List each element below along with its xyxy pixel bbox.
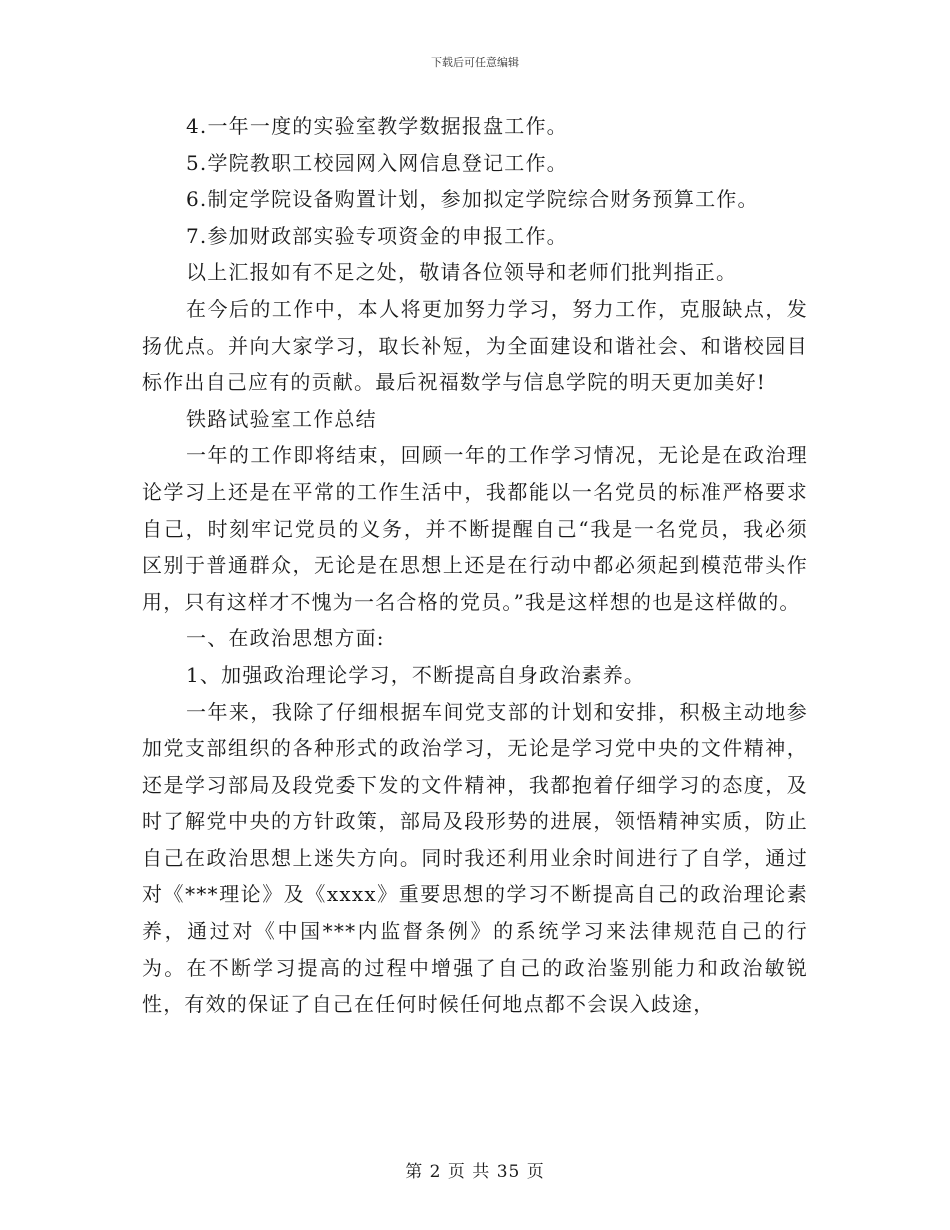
document-body <box>142 108 808 1023</box>
subsection-heading-theory-study: 1、加强政治理论学习，不断提高自身政治素养。 <box>186 662 646 687</box>
closing-remark: 以上汇报如有不足之处，敬请各位领导和老师们批判指正。 <box>186 260 738 285</box>
page-header: 下载后可任意编辑 <box>431 56 519 69</box>
intro-paragraph: 一年的工作即将结束，回顾一年的工作学习情况，无论是在政治理论学习上还是在平常的工作生活中，我都能以一名党员的标准严格要求自己，时刻牢记党员的义务，并不断提醒自己“我是一名党员，我必须区别于普通群众，无论是在思想上还是在行动中都必须起到模范带头作用，只有这样才不愧为一名合格的党员。”我是这样想的也是这样做的。 <box>142 443 808 614</box>
list-item-7: 7.参加财政部实验专项资金的申报工作。 <box>186 223 568 248</box>
list-item-6: 6.制定学院设备购置计划，参加拟定学院综合财务预算工作。 <box>186 187 759 212</box>
section-heading-political: 一、在政治思想方面: <box>186 626 385 651</box>
list-item-5: 5.学院教职工校园网入网信息登记工作。 <box>186 150 568 175</box>
future-outlook-paragraph: 在今后的工作中，本人将更加努力学习，努力工作，克服缺点，发扬优点。并向大家学习，取长补短，为全面建设和谐社会、和谐校园目标作出自己应有的贡献。最后祝福数学与信息学院的明天更加美好! <box>142 296 808 395</box>
page-number: 第 2 页 共 35 页 <box>405 1162 545 1182</box>
body-paragraph: 一年来，我除了仔细根据车间党支部的计划和安排，积极主动地参加党支部组织的各种形式的政治学习，无论是学习党中央的文件精神，还是学习部局及段党委下发的文件精神，我都抱着仔细学习的态度，及时了解党中央的方针政策，部局及段形势的进展，领悟精神实质，防止自己在政治思想上迷失方向。同时我还利用业余时间进行了自学，通过对《***理论》及《xxxx》重要思想的学习不断提高自己的政治理论素养，通过对《中国***内监督条例》的系统学习来法律规范自己的行为。在不断学习提高的过程中增强了自己的政治鉴别能力和政治敏锐性，有效的保证了自己在任何时候任何地点都不会误入歧途， <box>142 699 808 1017</box>
section-title: 铁路试验室工作总结 <box>186 406 377 431</box>
list-item-4: 4.一年一度的实验室教学数据报盘工作。 <box>186 114 568 138</box>
